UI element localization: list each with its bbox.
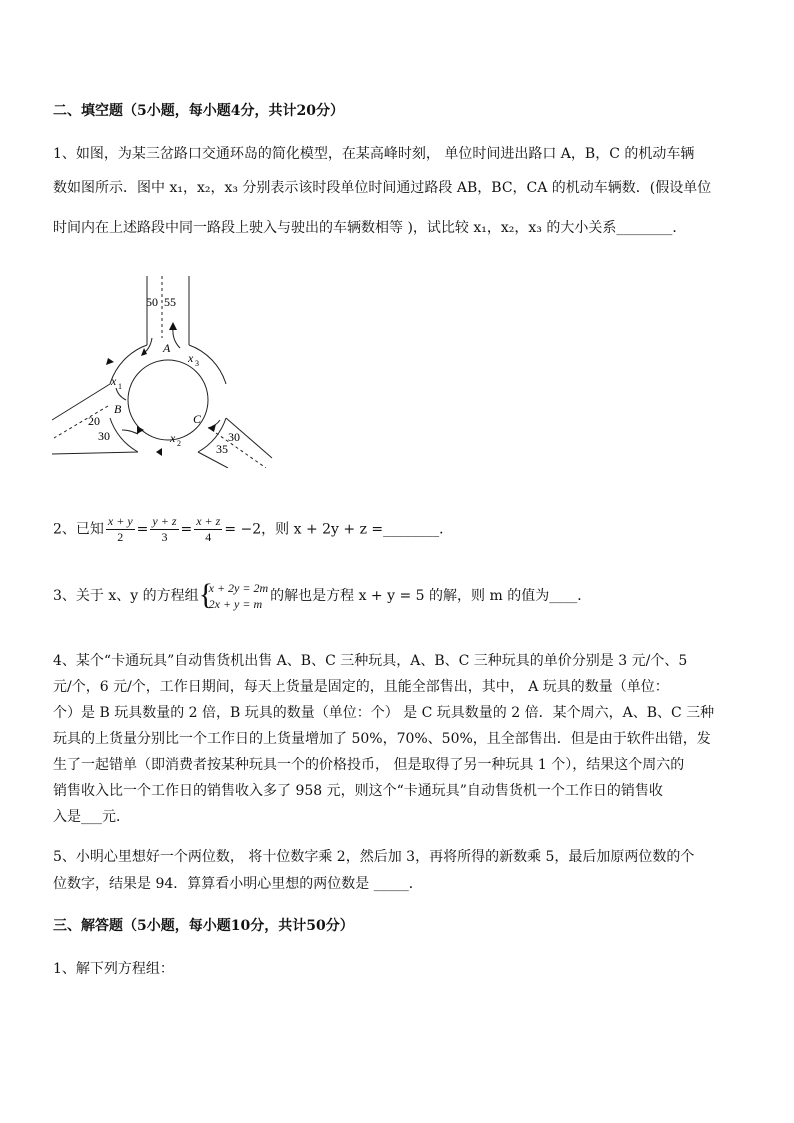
q2-f2-den: 3 <box>161 530 168 544</box>
label-35: 35 <box>216 442 228 456</box>
label-x3-sub: 3 <box>195 359 199 368</box>
q3-prefix: 3、关于 x、y 的方程组 <box>53 588 199 604</box>
outer-ring-arc-bc <box>110 418 138 452</box>
road-b-lower-edge <box>52 452 138 454</box>
label-C: C <box>193 412 202 426</box>
q2: 2、已知 $\frac{x + y}{2}$ = $\frac{y + z}{3}$ = $\frac{x + z}{4}$ = −2，则 x + 2y + z =________． <box>53 514 454 544</box>
q4-line-7: 入是___元． <box>53 809 130 825</box>
q4-line-5: 生了一起错单（即消费者按某种玩具一个的价格投币， 但是取得了另一种玩具 1 个），结果这个周六的 <box>53 757 685 773</box>
label-x1: x <box>111 374 117 388</box>
arrowhead-ring-x1 <box>106 358 114 365</box>
q3-equation-system <box>201 580 269 612</box>
arrowhead-c-in <box>208 424 216 432</box>
arrow-a-out <box>173 328 180 348</box>
q2-prefix: 2、已知 <box>53 521 104 538</box>
arrowhead-ring-x2 <box>156 448 162 456</box>
arrow-b-in <box>122 430 138 434</box>
q3-suffix: 的解也是方程 x + y = 5 的解，则 m 的值为____． <box>270 588 592 604</box>
q4-line-3: 个）是 B 玩具数量的 2 倍，B 玩具的数量（单位：个） 是 C 玩具数量的 2 倍．某个周六，A、B、C 三种 <box>53 705 715 721</box>
q3 <box>53 580 591 612</box>
section-3-heading: 三、解答题（5小题，每小题10分，共计50分） <box>53 918 354 934</box>
label-x2-sub: 2 <box>177 439 181 448</box>
label-B: B <box>114 402 122 416</box>
q4-line-1: 4、某个“卡通玩具”自动售货机出售 A、B、C 三种玩具，A、B、C 三种玩具的单价分别是 3 元/个、5 <box>53 653 688 669</box>
label-50: 50 <box>146 295 158 309</box>
arrowhead-a-in <box>141 348 147 356</box>
q2-f3-num: x + z <box>196 514 221 528</box>
label-30-right: 30 <box>228 430 240 444</box>
q2-f1-den: 2 <box>117 530 124 544</box>
q3-eq-2: 2x + y = m <box>208 597 263 611</box>
q3-eq-1: { x + 2y = 2m <box>208 581 269 595</box>
q2-f3-den: 4 <box>205 530 212 544</box>
q2-f1-num: x + y <box>107 514 133 528</box>
road-b-upper-edge <box>52 384 110 420</box>
q4-line-4: 玩具的上货量分别比一个工作日的上货量增加了 50%，70%、50%，且全部售出．但是由于软件出错，发 <box>53 731 711 747</box>
traffic-roundabout-diagram <box>48 268 288 468</box>
arrowhead-b-in <box>137 426 144 434</box>
q5-line-1: 5、小明心里想好一个两位数， 将十位数字乘 2，然后加 3，再将所得的新数乘 5，最后加原两位数的个 <box>53 849 695 865</box>
q2-f2-num: y + z <box>152 514 177 528</box>
q4-line-6: 销售收入比一个工作日的销售收入多了 958 元，则这个“卡通玩具”自动售货机一个工作日的销售收 <box>53 783 663 799</box>
label-x1-sub: 1 <box>118 382 122 391</box>
s3-q1-text: 1、解下列方程组： <box>53 961 174 977</box>
q2-fraction-3 <box>194 514 222 545</box>
q2-equation-tail: = −2，则 x + 2y + z =________． <box>224 521 454 538</box>
q4-line-2: 元/个，6 元/个，工作日期间，每天上货量是固定的，且能全部售出，其中， A 玩具的数量（单位： <box>53 679 669 695</box>
q2-fraction-1 <box>106 514 135 545</box>
arrowhead-a-out <box>169 322 177 330</box>
q2-fraction-2 <box>150 514 178 545</box>
section-2-heading: 二、填空题（5小题，每小题4分，共计20分） <box>53 103 344 119</box>
label-55: 55 <box>164 295 176 309</box>
q5-line-2: 位数字，结果是 94．算算看小明心里想的两位数是 _____． <box>53 876 423 892</box>
label-x3: x <box>188 351 194 365</box>
q1-line-3: 时间内在上述路段中同一路段上驶入与驶出的车辆数相等 )，试比较 x₁，x₂，x₃ 的大小关系________． <box>53 220 687 236</box>
label-A: A <box>163 341 171 355</box>
label-30-left: 30 <box>98 429 110 443</box>
q1-line-2: 数如图所示．图中 x₁，x₂，x₃ 分别表示该时段单位时间通过路段 AB，BC，CA 的机动车辆数．(假设单位 <box>53 180 712 196</box>
q1-line-1: 1、如图，为某三岔路口交通环岛的简化模型，在某高峰时刻， 单位时间进出路口 A，B，C 的机动车辆 <box>53 146 695 162</box>
label-x2: x <box>170 431 176 445</box>
label-20: 20 <box>88 414 100 428</box>
